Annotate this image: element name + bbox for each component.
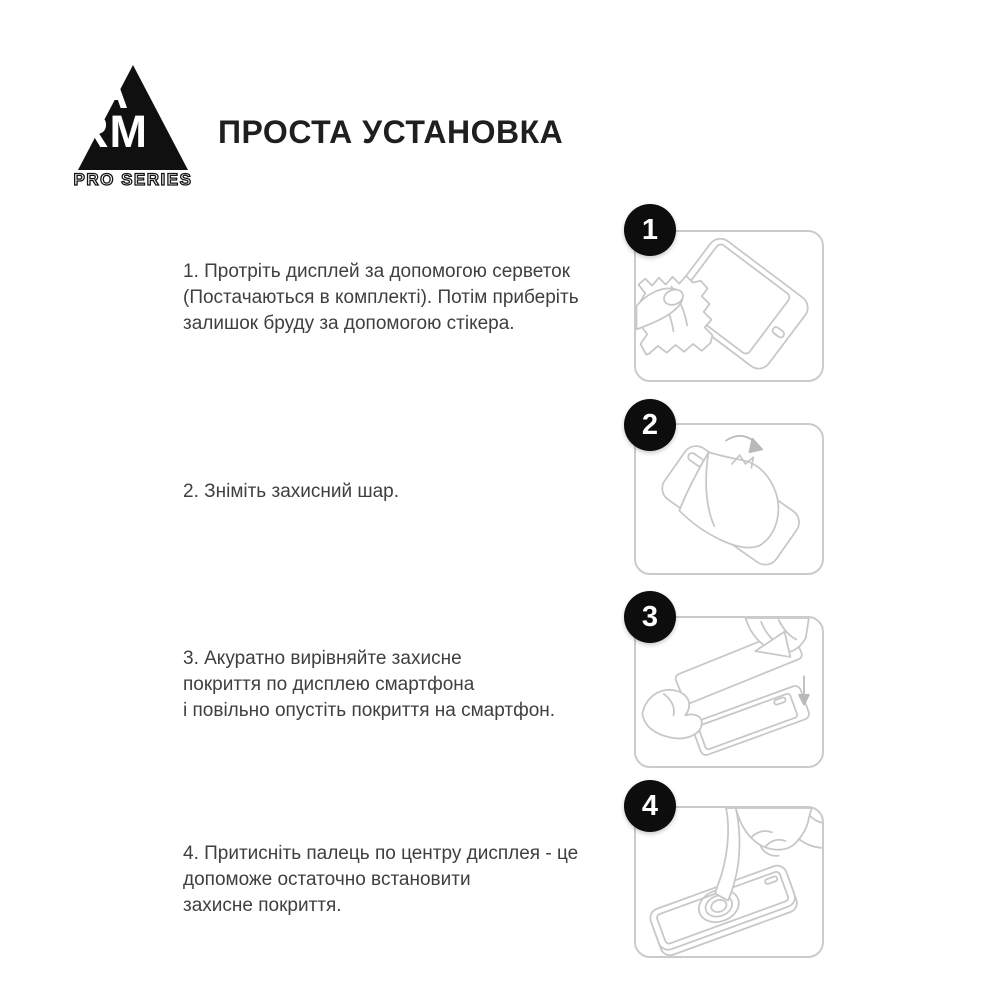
wipe-display-illustration bbox=[636, 232, 822, 380]
logo-series-label: PRO SERIES bbox=[73, 170, 193, 189]
step-2-number-badge: 2 bbox=[624, 399, 676, 451]
logo-letter-a: A bbox=[95, 67, 129, 118]
wrist-line bbox=[810, 816, 822, 823]
peel-layer-illustration bbox=[636, 425, 822, 573]
align-protector-illustration bbox=[636, 618, 822, 766]
brand-logo bbox=[57, 58, 197, 193]
press-center-illustration bbox=[636, 808, 822, 956]
step-1-text: 1. Протріть дисплей за допомогою серветок (Постачаються в комплекті). Потім приберіть залишок бруду за допомогою стікера. bbox=[183, 261, 579, 334]
step-4-number-badge: 4 bbox=[624, 780, 676, 832]
step-2-text: 2. Зніміть захисний шар. bbox=[183, 481, 400, 502]
step-1-number-badge: 1 bbox=[624, 204, 676, 256]
peel-arrowhead-icon bbox=[749, 439, 762, 453]
wrist-line bbox=[799, 839, 821, 848]
page-title: ПРОСТА УСТАНОВКА bbox=[218, 114, 564, 150]
hand-fist-outline bbox=[736, 808, 812, 850]
step-3-text: 3. Акуратно вирівняйте захисне покриття по дисплею смартфона і повільно опустіть покриття на смартфон. bbox=[183, 648, 556, 721]
logo-letters-rm: RM bbox=[76, 106, 148, 157]
step-3-number-badge: 3 bbox=[624, 591, 676, 643]
step-4-text: 4. Притисніть палець по центру дисплея - це допоможе остаточно встановити захисне покриття. bbox=[183, 843, 579, 916]
